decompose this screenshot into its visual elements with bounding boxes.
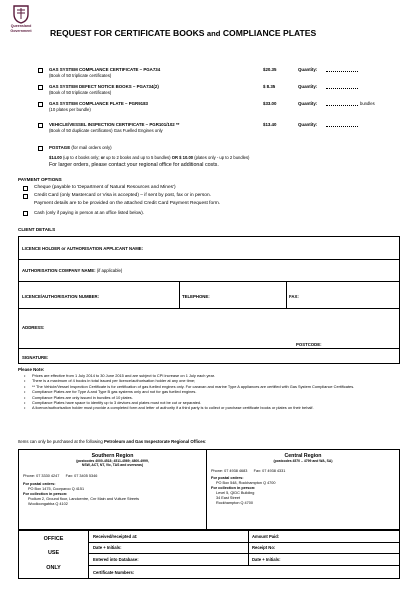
fax-label: FAX:	[289, 294, 299, 299]
quantity-field[interactable]	[326, 88, 358, 89]
item-checkbox[interactable]	[38, 102, 43, 107]
item-price: $ 8.35	[263, 84, 276, 89]
divider	[89, 542, 399, 543]
item-name: GAS SYSTEM COMPLIANCE PLATE – PGR9183	[49, 101, 148, 106]
credit-card-note-text: Payment details are to be provided on the attached Credit Card Payment Request form.	[34, 201, 221, 206]
page-title	[50, 28, 410, 39]
credit-card-note	[23, 201, 393, 208]
postage-detail-2: up to 2 books and up to 5 bundles)	[104, 155, 172, 160]
southern-region-contact	[23, 474, 203, 507]
item-name: VEHICLE/VESSEL INSPECTION CERTIFICATE – PGR101/102 **	[49, 122, 180, 127]
divider	[89, 565, 399, 566]
note-item: • A licence/authorisation holder must provide a completed form and letter of authority if a third party is to collect or purchase certificate books or plates on their behalf.	[22, 406, 402, 411]
southern-region-panel	[19, 450, 207, 529]
postage-price-1: $14.00	[49, 155, 62, 160]
postage-detail-3: (plates only - up to 2 bundles)	[193, 155, 250, 160]
note-item: • Compliance Plates are only issued in bundles of 10 plates.	[22, 396, 402, 401]
postage-price-2: OR $ 10.00	[171, 155, 194, 160]
southern-phone-fax-row	[23, 474, 203, 479]
office-word: OFFICE	[43, 536, 64, 542]
purchase-note-text-1: Items can only be purchased at the following	[18, 439, 104, 444]
crest-icon	[12, 4, 30, 24]
southern-coverage-line-1: (postcodes 4000-4518; 4511-4569; 4800-4999,	[76, 459, 149, 463]
divider	[89, 553, 399, 554]
payment-option-label: Cheque (payable to 'Department of Natural Resources and Mines')	[34, 185, 176, 190]
received-at-label: Received/receipted at:	[93, 534, 138, 539]
title-and: and	[206, 29, 221, 38]
postage-row	[38, 145, 410, 153]
date-initials-label: Date + Initials:	[93, 545, 122, 550]
payment-checkbox[interactable]	[23, 211, 28, 216]
notes-title: Please Note:	[18, 367, 45, 372]
licence-number-label: LICENCE/AUTHORISATION NUMBER:	[22, 294, 100, 299]
logo-text-1: Queensland	[10, 24, 32, 28]
notes-list	[22, 374, 402, 412]
licence-holder-label: LICENCE HOLDER or AUTHORISATION APPLICANT NAME:	[22, 246, 144, 251]
central-region-coverage: (postcodes 4570 – 4799 and WA, SA)	[273, 459, 333, 463]
payment-option-label: Cash (only if paying in person at an office listed below).	[34, 210, 144, 215]
logo-text-2: Government	[10, 28, 32, 33]
client-details-title: CLIENT DETAILS	[18, 227, 56, 232]
telephone-label: TELEPHONE:	[182, 294, 210, 299]
item-name: GAS SYSTEM COMPLIANCE CERTIFICATE – PGA734	[49, 67, 161, 72]
central-collection-line-2: 34 East Street	[216, 495, 241, 500]
southern-collection-label: For collection in person:	[23, 491, 68, 496]
certificate-numbers-label: Certificate Numbers:	[93, 570, 135, 575]
postage-detail-1: (up to 4 books only;	[61, 155, 101, 160]
postage-label-note: (for mail orders only)	[70, 145, 112, 150]
note-item: • ** The Vehicle/Vessel Inspection Certificate is for certification of gas fuelled engines only. For caravan and marine Type A appliances are certified with Gas System Compliance Certificates.	[22, 385, 402, 390]
southern-postal-address: PO Box 1475, Coorparoo Q 4151	[28, 486, 85, 491]
item-price: $33.00	[263, 101, 277, 106]
central-postal-address: PO Box 548, Rockhampton Q 4700	[216, 480, 276, 485]
southern-coverage-line-2: NSW, ACT, NT, Vic, TAS and overseas)	[81, 463, 144, 468]
postcode-label: POSTCODE:	[296, 342, 322, 347]
item-description: (Book of 50 triplicate certificates)	[49, 72, 112, 78]
title-main: REQUEST FOR CERTIFICATE BOOKS	[50, 28, 207, 38]
item-checkbox[interactable]	[38, 123, 43, 128]
payment-option-cheque	[23, 185, 393, 192]
payment-options-title: PAYMENT OPTIONS	[18, 177, 62, 182]
note-item: • Compliance Plates are for Type A and Type B gas systems only and not for gas fuelled engines.	[22, 390, 402, 395]
licence-number-row	[19, 282, 399, 309]
southern-collection-line-1: Podium 2, Ground floor, Landcentre, Cnr Main and Vulture Streets	[28, 496, 140, 501]
item-description: (Book of 50 duplicate certificates) Gas Fuelled Engines only	[49, 127, 163, 133]
regional-offices-table	[18, 449, 400, 530]
company-name-row[interactable]	[19, 260, 399, 282]
payment-option-cash	[23, 210, 393, 217]
central-fax: Fax: 07 4938 4331	[253, 469, 286, 473]
postage-checkbox[interactable]	[38, 146, 43, 151]
southern-fax: Fax: 07 3405 5346	[65, 474, 98, 478]
address-row[interactable]	[19, 309, 399, 349]
item-name: GAS SYSTEM DEFECT NOTICE BOOKS – PGA734(2)	[49, 84, 159, 89]
postage-details	[49, 155, 349, 160]
quantity-field[interactable]	[326, 105, 358, 106]
southern-postal-label: For postal orders:	[23, 481, 56, 486]
southern-region-coverage	[19, 459, 206, 468]
item-row	[38, 84, 410, 96]
signature-label: SIGNATURE:	[22, 355, 49, 360]
quantity-field[interactable]	[326, 71, 358, 72]
postage-or: or	[100, 155, 105, 160]
note-item: • Prices are effective from 1 July 2014 to 30 June 2015 and are subject to CPI increase on 1 July each year.	[22, 374, 402, 379]
postage-label	[49, 145, 112, 151]
quantity-label: Quantity:	[298, 67, 318, 72]
central-region-title: Central Region	[284, 453, 322, 459]
central-phone-fax-row	[211, 469, 395, 474]
central-region-contact	[211, 469, 395, 505]
note-item: • There is a maximum of 4 books in total issued per licence/authorisation holder at any one time;	[22, 379, 402, 384]
receipt-number-label: Receipt No:	[252, 545, 276, 550]
payment-option-credit-card	[23, 193, 393, 200]
quantity-field[interactable]	[326, 126, 358, 127]
address-label: ADDRESS:	[22, 325, 45, 330]
divider	[286, 282, 287, 308]
purchase-note-text-2: Petroleum and Gas Inspectorate Regional Offices	[104, 439, 206, 444]
payment-checkbox[interactable]	[23, 194, 28, 199]
central-region-panel	[207, 450, 399, 529]
payment-checkbox[interactable]	[23, 186, 28, 191]
item-description: (Book of 50 triplicate certificates)	[49, 89, 112, 95]
purchase-location-note	[18, 439, 408, 444]
amount-paid-label: Amount Paid:	[252, 534, 280, 539]
queensland-government-logo	[8, 4, 34, 34]
quantity-label: Quantity:	[298, 122, 318, 127]
southern-region-title: Southern Region	[91, 453, 134, 459]
central-collection-line-3: Rockhampton Q 4700	[216, 500, 253, 505]
office-use-table	[18, 530, 400, 579]
southern-collection-line-2: Woolloongabba Q 4102	[28, 501, 68, 506]
postage-title: POSTAGE	[49, 145, 71, 150]
company-name-title: AUTHORISATION COMPANY NAME:	[22, 268, 96, 273]
quantity-unit: bundles	[360, 101, 375, 106]
company-name-note: (if applicable)	[95, 268, 123, 273]
divider	[248, 531, 249, 565]
entered-into-database-label: Entered into Database:	[93, 557, 139, 562]
client-details-table	[18, 236, 400, 364]
item-checkbox[interactable]	[38, 68, 43, 73]
note-item: • Compliance Plates have space to identify up to 3 devices and plates must not be cut or separated.	[22, 401, 402, 406]
company-name-label	[22, 268, 122, 273]
licence-holder-row[interactable]	[19, 237, 399, 260]
use-word: USE	[47, 550, 60, 556]
southern-phone: Phone: 07 3330 4247	[23, 474, 60, 478]
item-checkbox[interactable]	[38, 85, 43, 90]
central-collection-line-1: Level 5, QIDC Building	[216, 490, 255, 495]
postage-larger-orders-note: For larger orders, please contact your regional office for additional costs.	[49, 162, 219, 168]
central-collection-label: For collection in person:	[211, 485, 256, 490]
item-row	[38, 67, 410, 79]
item-price: $20.35	[263, 67, 277, 72]
title-end: COMPLIANCE PLATES	[220, 28, 317, 38]
signature-row[interactable]	[19, 349, 399, 365]
date-initials-label: Date + Initials:	[252, 557, 281, 562]
item-description: (10 plates per bundle)	[49, 106, 91, 112]
divider	[179, 282, 180, 308]
item-price: $13.40	[263, 122, 277, 127]
payment-option-label: Credit Card (only Mastercard or Visa is accepted) – if sent by post, fax or in person.	[34, 193, 211, 198]
quantity-label: Quantity:	[298, 101, 318, 106]
office-use-label	[19, 531, 89, 578]
quantity-label: Quantity:	[298, 84, 318, 89]
central-postal-label: For postal orders:	[211, 475, 244, 480]
only-word: ONLY	[46, 565, 61, 571]
purchase-note-text-3: :	[205, 439, 207, 444]
item-row	[38, 101, 410, 113]
item-row	[38, 122, 410, 134]
central-phone: Phone: 07 4938 4683	[211, 469, 248, 473]
